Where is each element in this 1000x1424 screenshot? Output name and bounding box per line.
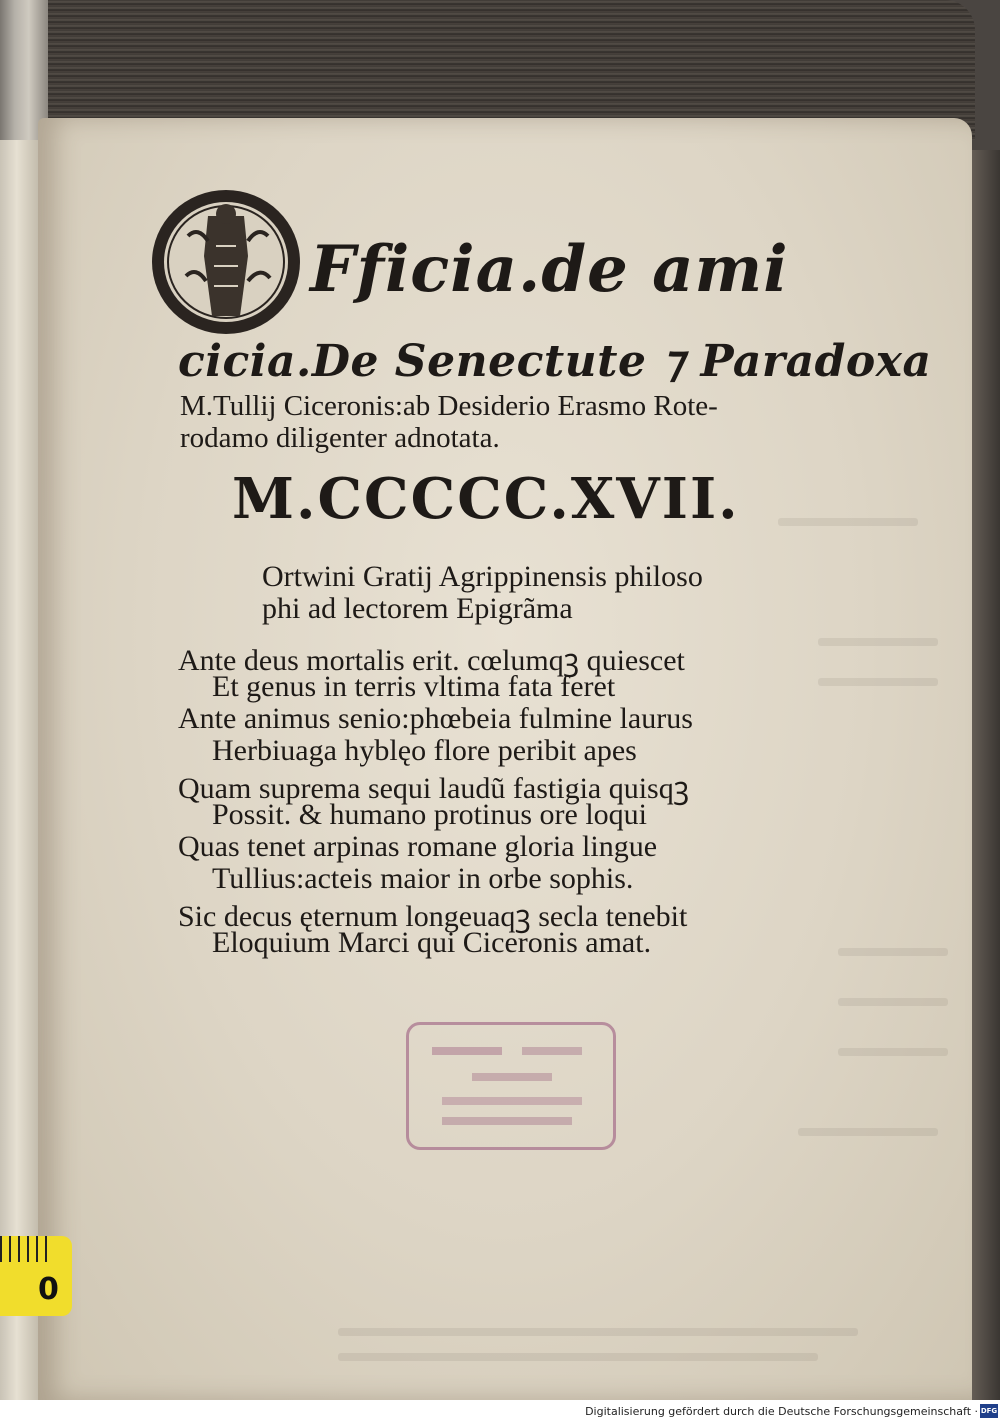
verse-line: Eloquium Marci qui Ciceronis amat. <box>212 926 652 959</box>
title-line-3: M.Tullij Ciceronis:ab Desiderio Erasmo Rote- <box>180 390 718 422</box>
digitization-credit: Digitalisierung gefördert durch die Deutsche Forschungsgemeinschaft · <box>585 1405 978 1418</box>
show-through <box>338 1353 818 1361</box>
scale-ruler <box>0 1236 72 1316</box>
verse-line: Herbiuaga hyblęo flore peribit apes <box>212 734 637 767</box>
verse-line: Tullius:acteis maior in orbe sophis. <box>212 862 634 895</box>
show-through <box>838 998 948 1006</box>
verse-line: Sic decus ęternum longeuaqꝫ secla tenebit <box>178 900 688 933</box>
verse-line: Possit. & humano protinus ore loqui <box>212 798 647 831</box>
show-through <box>818 678 938 686</box>
verse-line: Ante deus mortalis erit. cœlumqꝫ quiescet <box>178 644 685 677</box>
show-through <box>838 948 948 956</box>
publication-date: M.CCCCC.XVII. <box>232 466 740 532</box>
show-through <box>818 638 938 646</box>
verse-line: Ante animus senio:phœbeia fulmine laurus <box>178 702 693 735</box>
show-through <box>838 1048 948 1056</box>
verse-line: Quam suprema sequi laudũ fastigia quisqꝫ <box>178 772 690 805</box>
library-stamp <box>406 1022 616 1150</box>
dfg-logo: DFG <box>980 1404 998 1418</box>
title-line-1: Fficia.de ami <box>310 232 789 307</box>
book-right-edge <box>968 150 1000 1400</box>
epigram-heading-line-1: Ortwini Gratij Agrippinensis philoso <box>262 560 703 593</box>
show-through <box>338 1328 858 1336</box>
epigram-heading-line-2: phi ad lectorem Epigrãma <box>262 592 573 625</box>
title-line-4: rodamo diligenter adnotata. <box>180 422 500 454</box>
verse-line: Quas tenet arpinas romane gloria lingue <box>178 830 658 863</box>
stamp-marks <box>412 1025 610 1141</box>
show-through <box>798 1128 938 1136</box>
title-line-2: cicia.De Senectute ⁊ Paradoxa <box>178 336 932 387</box>
ruler-ticks <box>0 1236 50 1262</box>
woodcut-initial-o-icon <box>148 186 304 338</box>
ruler-digit: 0 <box>38 1272 59 1307</box>
verse-line: Et genus in terris vltima fata feret <box>212 670 616 703</box>
show-through <box>778 518 918 526</box>
